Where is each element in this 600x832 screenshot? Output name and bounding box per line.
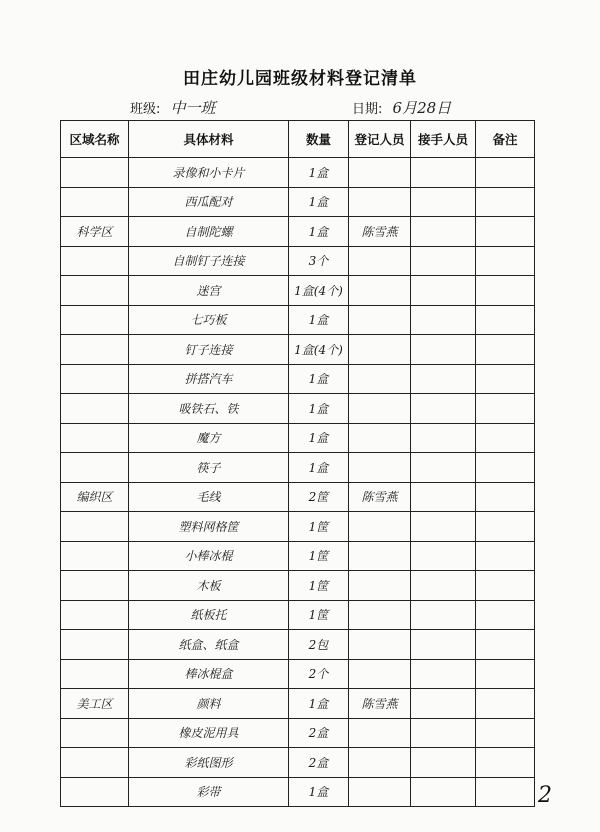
registrar-cell [349,777,411,807]
table-row [61,748,535,778]
area-cell [61,659,129,689]
table-row [61,364,535,394]
notes-cell [476,423,535,453]
area-cell [61,276,129,306]
notes-cell [476,512,535,542]
quantity-cell: 2个 [289,659,349,689]
registrar-cell [349,187,411,217]
registrar-cell [349,718,411,748]
receiver-cell [411,630,476,660]
registrar-cell [349,158,411,188]
quantity-cell: 1盒 [289,394,349,424]
table-row [61,718,535,748]
quantity-cell: 2筐 [289,482,349,512]
table-row [61,217,535,247]
quantity-cell: 1盒 [289,423,349,453]
receiver-cell [411,718,476,748]
material-cell: 彩带 [129,777,289,807]
area-cell [61,158,129,188]
material-cell: 彩纸图形 [129,748,289,778]
registrar-cell [349,335,411,365]
quantity-cell: 2盒 [289,748,349,778]
receiver-cell [411,777,476,807]
receiver-cell [411,453,476,483]
registrar-cell [349,659,411,689]
material-cell: 拼搭汽车 [129,364,289,394]
material-cell: 小棒冰棍 [129,541,289,571]
table-row [61,689,535,719]
area-cell: 科学区 [61,217,129,247]
receiver-cell [411,659,476,689]
quantity-cell: 1筐 [289,512,349,542]
area-cell [61,394,129,424]
material-cell: 纸板托 [129,600,289,630]
area-cell [61,571,129,601]
receiver-cell [411,600,476,630]
material-cell: 筷子 [129,453,289,483]
quantity-cell: 1筐 [289,571,349,601]
registrar-cell [349,512,411,542]
quantity-cell: 1筐 [289,541,349,571]
notes-cell [476,600,535,630]
notes-cell [476,571,535,601]
registrar-cell [349,600,411,630]
table-row [61,246,535,276]
notes-cell [476,689,535,719]
quantity-cell: 1盒 [289,217,349,247]
registrar-cell [349,364,411,394]
material-cell: 魔方 [129,423,289,453]
material-cell: 西瓜配对 [129,187,289,217]
table-row [61,777,535,807]
material-cell: 录像和小卡片 [129,158,289,188]
registrar-cell [349,305,411,335]
material-cell: 颜料 [129,689,289,719]
receiver-cell [411,276,476,306]
receiver-cell [411,305,476,335]
registrar-cell [349,453,411,483]
area-cell [61,305,129,335]
material-cell: 毛线 [129,482,289,512]
area-cell [61,630,129,660]
area-cell [61,748,129,778]
registrar-cell: 陈雪燕 [349,217,411,247]
date-field [352,97,451,118]
notes-cell [476,217,535,247]
quantity-cell: 2包 [289,630,349,660]
area-cell [61,423,129,453]
date-label: 日期: [352,102,383,117]
notes-cell [476,246,535,276]
material-cell: 七巧板 [129,305,289,335]
registrar-cell [349,748,411,778]
area-cell [61,335,129,365]
quantity-cell: 1盒 [289,305,349,335]
date-value: 6月28日 [392,99,452,117]
receiver-cell [411,423,476,453]
notes-cell [476,748,535,778]
receiver-cell [411,748,476,778]
receiver-cell [411,364,476,394]
receiver-cell [411,394,476,424]
quantity-cell: 1盒 [289,453,349,483]
receiver-cell [411,541,476,571]
table-row [61,276,535,306]
material-cell: 自制钉子连接 [129,246,289,276]
quantity-cell: 1盒(4个) [289,335,349,365]
notes-cell [476,453,535,483]
area-cell: 编织区 [61,482,129,512]
material-cell: 钉子连接 [129,335,289,365]
area-cell [61,187,129,217]
receiver-cell [411,571,476,601]
class-label: 班级: [130,102,161,117]
table-row [61,187,535,217]
material-cell: 棒冰棍盒 [129,659,289,689]
header-area: 区域名称 [61,121,129,158]
header-receiver: 接手人员 [411,121,476,158]
header-quantity: 数量 [289,121,349,158]
table-row [61,453,535,483]
material-cell: 自制陀螺 [129,217,289,247]
notes-cell [476,364,535,394]
table-row [61,394,535,424]
receiver-cell [411,335,476,365]
material-cell: 橡皮泥用具 [129,718,289,748]
material-cell: 木板 [129,571,289,601]
area-cell [61,718,129,748]
notes-cell [476,276,535,306]
header-notes: 备注 [476,121,535,158]
table-row [61,512,535,542]
notes-cell [476,718,535,748]
notes-cell [476,305,535,335]
notes-cell [476,158,535,188]
registrar-cell [349,423,411,453]
header-material: 具体材料 [129,121,289,158]
table-row [61,305,535,335]
document-title: 田庄幼儿园班级材料登记清单 [183,69,417,89]
notes-cell [476,187,535,217]
header-registrar: 登记人员 [349,121,411,158]
area-cell: 美工区 [61,689,129,719]
quantity-cell: 2盒 [289,718,349,748]
area-cell [61,512,129,542]
notes-cell [476,630,535,660]
table-row [61,158,535,188]
table-row [61,541,535,571]
quantity-cell: 1盒 [289,689,349,719]
quantity-cell: 1盒 [289,158,349,188]
notes-cell [476,482,535,512]
registrar-cell: 陈雪燕 [349,689,411,719]
quantity-cell: 1盒 [289,187,349,217]
material-cell: 纸盒、纸盒 [129,630,289,660]
table-row [61,630,535,660]
quantity-cell: 1盒 [289,364,349,394]
registrar-cell [349,394,411,424]
area-cell [61,246,129,276]
receiver-cell [411,187,476,217]
receiver-cell [411,217,476,247]
notes-cell [476,335,535,365]
area-cell [61,453,129,483]
notes-cell [476,659,535,689]
area-cell [61,364,129,394]
quantity-cell: 3个 [289,246,349,276]
notes-cell [476,541,535,571]
notes-cell [476,777,535,807]
page-number: 2 [538,783,552,808]
class-value: 中一班 [170,99,216,117]
table-row [61,600,535,630]
material-cell: 吸铁石、铁 [129,394,289,424]
receiver-cell [411,246,476,276]
quantity-cell: 1盒 [289,777,349,807]
area-cell [61,777,129,807]
registrar-cell [349,630,411,660]
receiver-cell [411,482,476,512]
table-row [61,423,535,453]
area-cell [61,600,129,630]
registrar-cell: 陈雪燕 [349,482,411,512]
table-row [61,482,535,512]
table-row [61,571,535,601]
materials-table [60,120,535,807]
material-cell: 塑料网格筐 [129,512,289,542]
quantity-cell: 1筐 [289,600,349,630]
receiver-cell [411,158,476,188]
material-cell: 迷宫 [129,276,289,306]
receiver-cell [411,512,476,542]
receiver-cell [411,689,476,719]
registrar-cell [349,246,411,276]
class-field [130,97,216,118]
quantity-cell: 1盒(4个) [289,276,349,306]
table-row [61,335,535,365]
header-row [61,121,535,158]
table-row [61,659,535,689]
registrar-cell [349,276,411,306]
area-cell [61,541,129,571]
registrar-cell [349,571,411,601]
notes-cell [476,394,535,424]
registrar-cell [349,541,411,571]
